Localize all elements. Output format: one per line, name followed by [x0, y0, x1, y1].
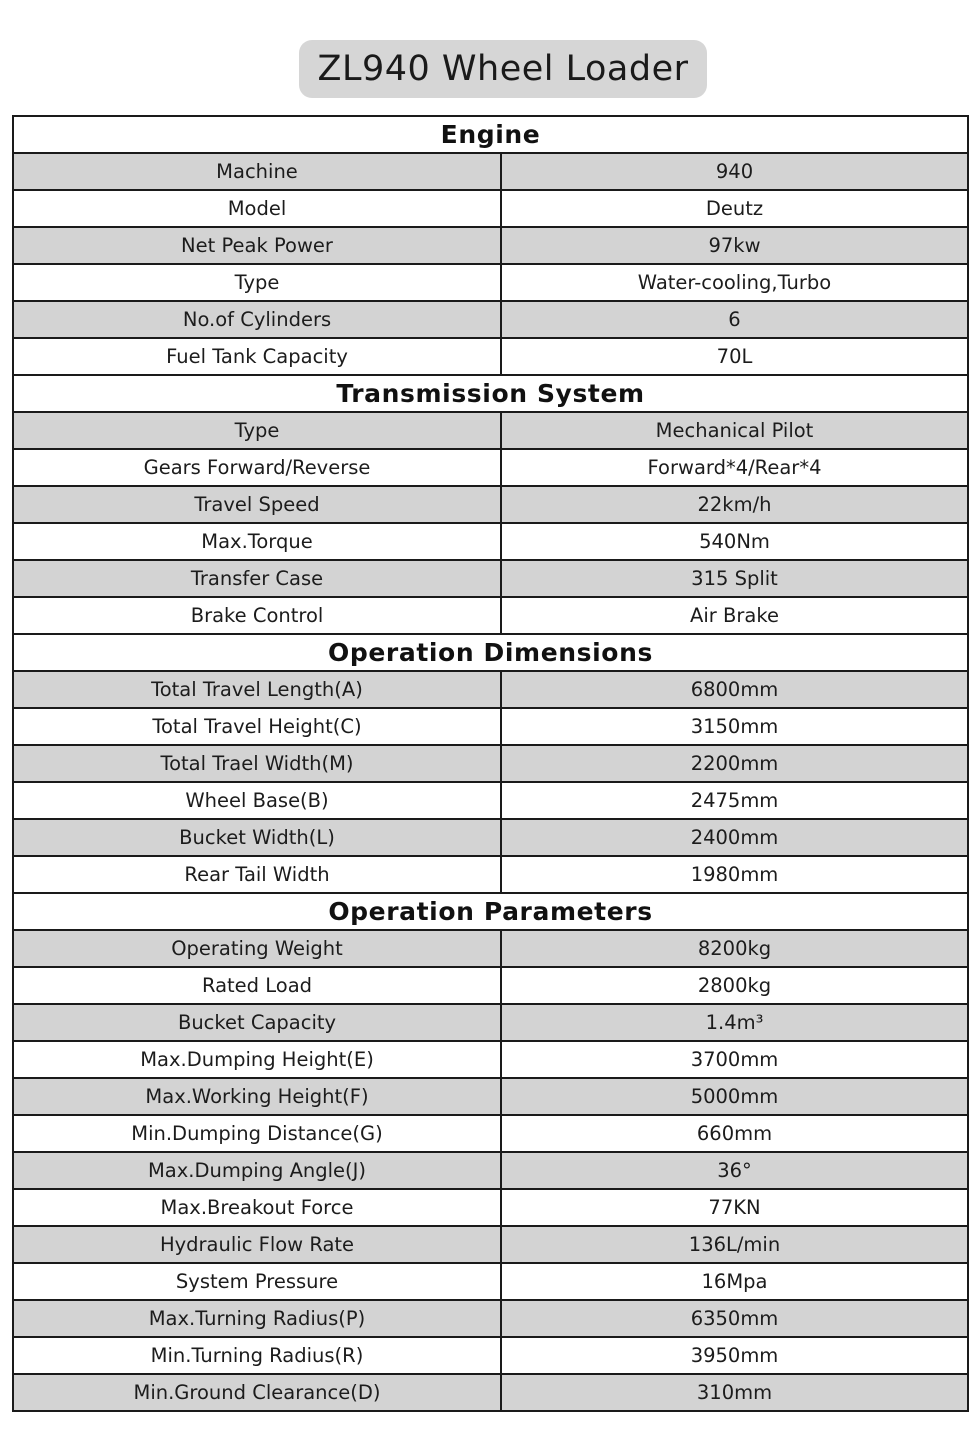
spec-label: Type — [13, 264, 501, 301]
spec-row — [13, 1263, 968, 1300]
section-heading: Transmission System — [13, 375, 968, 412]
spec-row — [13, 449, 968, 486]
spec-label: Rated Load — [13, 967, 501, 1004]
spec-value: 3700mm — [501, 1041, 968, 1078]
spec-table — [12, 115, 969, 1412]
spec-value: 136L/min — [501, 1226, 968, 1263]
spec-row — [13, 671, 968, 708]
spec-row — [13, 338, 968, 375]
spec-row — [13, 1189, 968, 1226]
spec-value: 315 Split — [501, 560, 968, 597]
spec-value: 8200kg — [501, 930, 968, 967]
section-header-row — [13, 116, 968, 153]
spec-label: Bucket Width(L) — [13, 819, 501, 856]
spec-label: Min.Ground Clearance(D) — [13, 1374, 501, 1411]
spec-row — [13, 1337, 968, 1374]
spec-value: 1980mm — [501, 856, 968, 893]
spec-label: Min.Turning Radius(R) — [13, 1337, 501, 1374]
spec-row — [13, 1300, 968, 1337]
spec-value: 6800mm — [501, 671, 968, 708]
spec-value: Air Brake — [501, 597, 968, 634]
spec-value: 6 — [501, 301, 968, 338]
spec-value: 36° — [501, 1152, 968, 1189]
spec-row — [13, 597, 968, 634]
spec-row — [13, 1078, 968, 1115]
spec-label: Fuel Tank Capacity — [13, 338, 501, 375]
spec-row — [13, 560, 968, 597]
section-heading: Operation Parameters — [13, 893, 968, 930]
spec-label: Min.Dumping Distance(G) — [13, 1115, 501, 1152]
spec-value: 3150mm — [501, 708, 968, 745]
spec-row — [13, 523, 968, 560]
spec-label: System Pressure — [13, 1263, 501, 1300]
section-header-row — [13, 634, 968, 671]
spec-value: 540Nm — [501, 523, 968, 560]
spec-value: 22km/h — [501, 486, 968, 523]
spec-value: Water-cooling,Turbo — [501, 264, 968, 301]
section-header-row — [13, 893, 968, 930]
spec-value: 2800kg — [501, 967, 968, 1004]
spec-row — [13, 1226, 968, 1263]
spec-label: Machine — [13, 153, 501, 190]
spec-label: Max.Turning Radius(P) — [13, 1300, 501, 1337]
page-title: ZL940 Wheel Loader — [299, 40, 707, 98]
spec-row — [13, 153, 968, 190]
spec-label: Hydraulic Flow Rate — [13, 1226, 501, 1263]
spec-row — [13, 819, 968, 856]
spec-value: 6350mm — [501, 1300, 968, 1337]
spec-value: 70L — [501, 338, 968, 375]
spec-label: Max.Breakout Force — [13, 1189, 501, 1226]
spec-row — [13, 412, 968, 449]
section-header-row — [13, 375, 968, 412]
spec-row — [13, 264, 968, 301]
spec-row — [13, 227, 968, 264]
spec-value: 2200mm — [501, 745, 968, 782]
spec-label: Gears Forward/Reverse — [13, 449, 501, 486]
spec-value: 97kw — [501, 227, 968, 264]
spec-row — [13, 1004, 968, 1041]
spec-label: Max.Dumping Angle(J) — [13, 1152, 501, 1189]
spec-row — [13, 301, 968, 338]
spec-value: 310mm — [501, 1374, 968, 1411]
spec-value: 3950mm — [501, 1337, 968, 1374]
spec-label: Transfer Case — [13, 560, 501, 597]
spec-label: Net Peak Power — [13, 227, 501, 264]
spec-value: 77KN — [501, 1189, 968, 1226]
section-heading: Engine — [13, 116, 968, 153]
spec-value: 940 — [501, 153, 968, 190]
spec-row — [13, 967, 968, 1004]
spec-value: Deutz — [501, 190, 968, 227]
spec-row — [13, 1374, 968, 1411]
section-heading: Operation Dimensions — [13, 634, 968, 671]
spec-label: Type — [13, 412, 501, 449]
spec-label: No.of Cylinders — [13, 301, 501, 338]
spec-value: 1.4m³ — [501, 1004, 968, 1041]
spec-label: Total Travel Height(C) — [13, 708, 501, 745]
spec-value: 16Mpa — [501, 1263, 968, 1300]
spec-row — [13, 486, 968, 523]
spec-label: Model — [13, 190, 501, 227]
spec-row — [13, 1152, 968, 1189]
spec-row — [13, 930, 968, 967]
spec-label: Max.Torque — [13, 523, 501, 560]
spec-label: Max.Dumping Height(E) — [13, 1041, 501, 1078]
spec-row — [13, 1041, 968, 1078]
spec-value: 2400mm — [501, 819, 968, 856]
spec-row — [13, 190, 968, 227]
spec-row — [13, 1115, 968, 1152]
spec-value: Mechanical Pilot — [501, 412, 968, 449]
spec-label: Total Trael Width(M) — [13, 745, 501, 782]
spec-label: Operating Weight — [13, 930, 501, 967]
spec-row — [13, 856, 968, 893]
spec-value: 2475mm — [501, 782, 968, 819]
spec-label: Total Travel Length(A) — [13, 671, 501, 708]
spec-label: Brake Control — [13, 597, 501, 634]
spec-label: Bucket Capacity — [13, 1004, 501, 1041]
spec-value: Forward*4/Rear*4 — [501, 449, 968, 486]
spec-value: 5000mm — [501, 1078, 968, 1115]
spec-label: Wheel Base(B) — [13, 782, 501, 819]
spec-row — [13, 782, 968, 819]
spec-label: Max.Working Height(F) — [13, 1078, 501, 1115]
spec-label: Rear Tail Width — [13, 856, 501, 893]
spec-row — [13, 745, 968, 782]
spec-value: 660mm — [501, 1115, 968, 1152]
spec-label: Travel Speed — [13, 486, 501, 523]
spec-row — [13, 708, 968, 745]
